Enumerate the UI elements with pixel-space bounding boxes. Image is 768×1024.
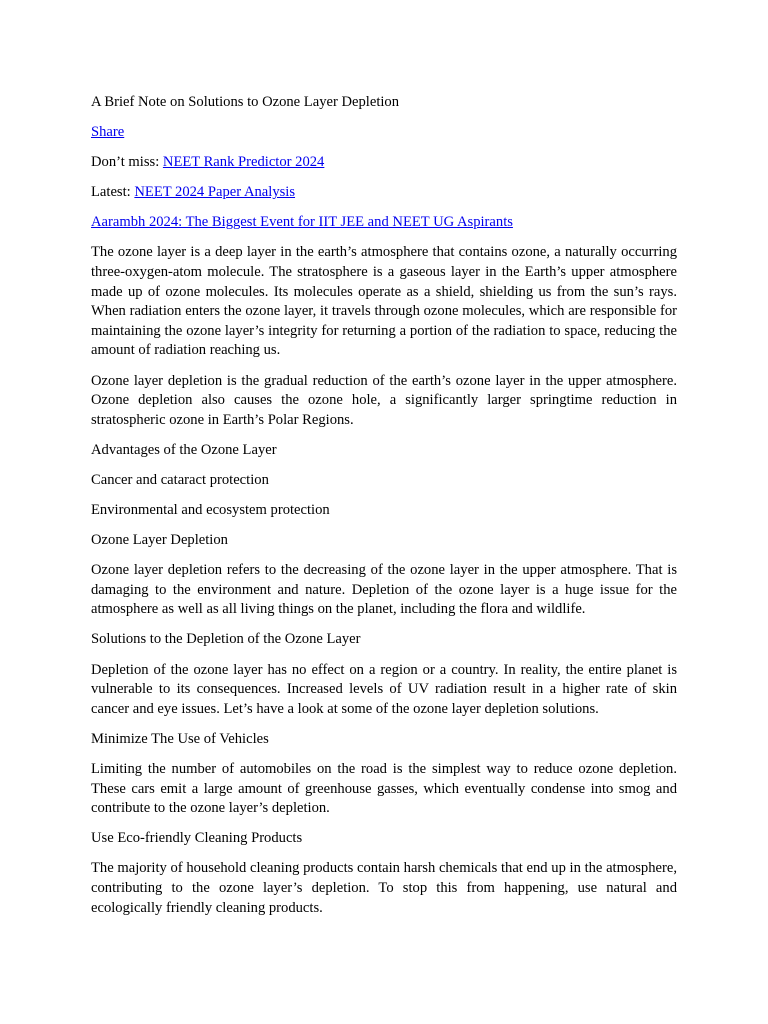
dont-miss-prefix: Don’t miss: xyxy=(91,154,163,171)
solutions-heading: Solutions to the Depletion of the Ozone Layer xyxy=(91,631,361,648)
cleaning-heading: Use Eco-friendly Cleaning Products xyxy=(91,830,303,847)
cleaning-paragraph: The majority of household cleaning products contain harsh chemicals that end up in the atmosphere, contributing to the ozone layer’s depletion. To stop this from happening, use natural and ecologically friendly cleaning products. xyxy=(91,860,677,916)
advantage-item-cancer: Cancer and cataract protection xyxy=(91,471,269,488)
depletion-intro-paragraph: Ozone layer depletion is the gradual reduction of the earth’s ozone layer in the upper atmosphere. Ozone depletion also causes the ozone hole, a significantly larger springtime reduction in stratospheric ozone in Earth’s Polar Regions. xyxy=(91,372,677,428)
share-link[interactable]: Share xyxy=(91,124,125,141)
event-line xyxy=(91,213,677,233)
latest-line xyxy=(91,183,677,203)
share-line xyxy=(91,123,677,143)
depletion-paragraph: Ozone layer depletion refers to the decreasing of the ozone layer in the upper atmosphere. That is damaging to the environment and nature. Depletion of the ozone layer is a huge issue for the atmosphere as well as all living things on the planet, including the flora and wildlife. xyxy=(91,562,677,618)
vehicles-heading: Minimize The Use of Vehicles xyxy=(91,730,269,747)
advantages-heading: Advantages of the Ozone Layer xyxy=(91,441,277,458)
latest-prefix: Latest: xyxy=(91,184,135,201)
dont-miss-line xyxy=(91,153,677,173)
neet-rank-predictor-link[interactable]: NEET Rank Predictor 2024 xyxy=(162,154,325,171)
vehicles-paragraph: Limiting the number of automobiles on the road is the simplest way to reduce ozone depletion. These cars emit a large amount of greenhouse gasses, which eventually condense into smog and contribute to the ozone layer’s depletion. xyxy=(91,760,677,817)
neet-paper-analysis-link[interactable]: NEET 2024 Paper Analysis xyxy=(134,184,296,201)
depletion-heading: Ozone Layer Depletion xyxy=(91,532,228,549)
document-title: A Brief Note on Solutions to Ozone Layer Depletion xyxy=(91,94,400,110)
intro-paragraph: The ozone layer is a deep layer in the earth’s atmosphere that contains ozone, a naturally occurring three-oxygen-atom molecule. The stratosphere is a gaseous layer in the Earth’s upper atmosphere made up of ozone molecules. Its molecules operate as a shield, shielding us from the sun’s rays. When radiation enters the ozone layer, it travels through ozone molecules, which are responsible for maintaining the ozone layer’s integrity for returning a portion of the radiation to space, reducing the amount of radiation reaching us. xyxy=(91,244,677,359)
aarambh-event-link[interactable]: Aarambh 2024: The Biggest Event for IIT JEE and NEET UG Aspirants xyxy=(91,214,513,231)
advantage-item-environment: Environmental and ecosystem protection xyxy=(91,502,330,518)
solutions-paragraph: Depletion of the ozone layer has no effect on a region or a country. In reality, the entire planet is vulnerable to its consequences. Increased levels of UV radiation result in a higher rate of skin cancer and eye issues. Let’s have a look at some of the ozone layer depletion solutions. xyxy=(91,661,677,717)
